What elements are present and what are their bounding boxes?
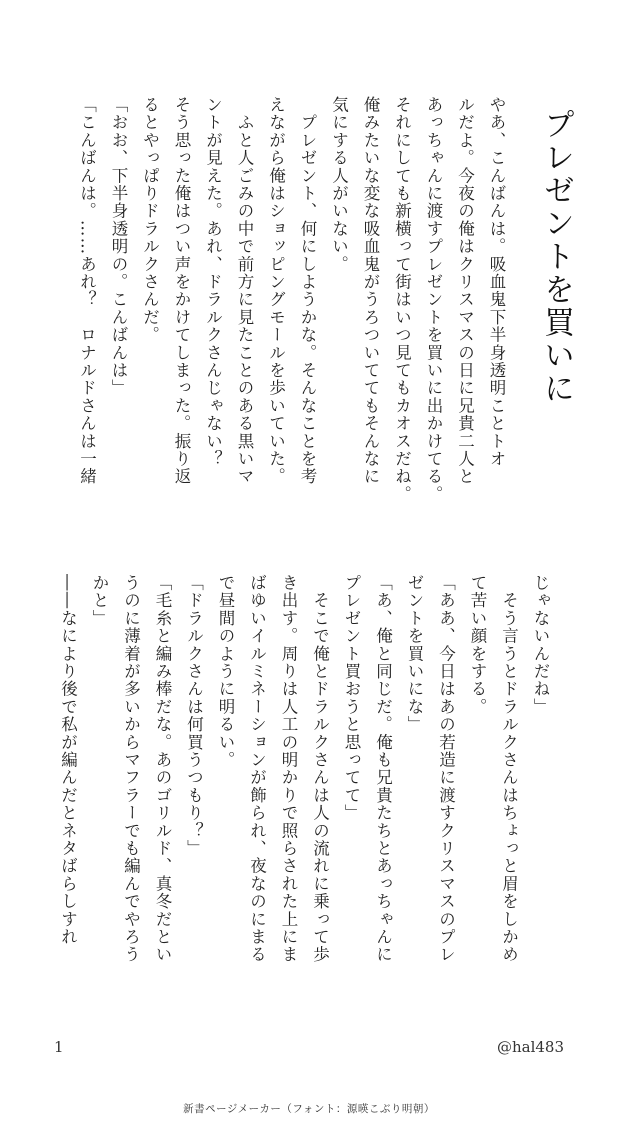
text-line: えながら俺はショッピングモールを歩いていた。 [266,96,286,486]
text-line: で昼間のように明るい。 [216,574,235,769]
text-line: 「毛糸と編み棒だな。あのゴリルド、真冬だとい [153,574,172,964]
text-line: き出す。周りは人工の明かりで照らされた上にま [279,574,298,964]
text-line: 「ああ、今日はあの若造に渡すクリスマスのプレ [436,574,456,964]
text-line: 「こんばんは。……あれ？ ロナルドさんは一緒 [77,96,97,486]
text-line: るとやっぱりドラルクさんだ。 [140,96,160,344]
text-line: ばゆいイルミネーションが飾られ、夜なのにまる [247,574,267,964]
text-line: プレゼント買おうと思ってて」 [342,574,361,822]
text-line: あっちゃんに渡すプレゼントを買いに出かけてる。 [424,96,443,504]
text-line: 気にする人がいない。 [329,96,349,273]
story-title [536,108,576,548]
text-line: 俺みたいな変な吸血鬼がうろついててもそんなに [361,96,380,486]
footer-credit: 新書ページメーカー（フォント：源暎こぶり明朝） [183,1103,435,1115]
text-line: それにしても新横って街はいつ見てもカオスだね。 [392,96,412,504]
text-line: ゼントを買いにな」 [405,574,424,734]
upper-text-block [52,96,512,536]
text-line: ふと人ごみの中で前方に見たことのある黒いマ [235,96,254,486]
text-line: プレゼント、何にしようかな。そんなことを考 [298,96,317,486]
text-line: やあ、こんばんは。吸血鬼下半身透明ことトオ [487,96,506,468]
text-line: うのに薄着が多いからマフラーでも編んでやろう [121,574,141,964]
text-line: そう思った俺はつい声をかけてしまった。振り返 [172,96,191,486]
author-handle: @hal483 [496,1038,564,1056]
text-line: 「あ、俺と同じだ。俺も兄貴たちとあっちゃんに [373,574,393,964]
lower-text-block [36,574,556,1014]
text-line: て苦い顔をする。 [468,574,487,716]
page-number: 1 [54,1038,64,1056]
text-line: そう言うとドラルクさんはちょっと眉をしかめ [499,574,519,964]
text-line: そこで俺とドラルクさんは人の流れに乗って歩 [310,574,330,964]
text-line: ――なにより後で私が編んだとネタばらしすれ [58,574,78,946]
text-line: 「ドラルクさんは何買うつもり？」 [184,574,204,858]
text-line: かと」 [90,574,109,628]
text-line: ントが見えた。あれ、ドラルクさんじゃない？ [203,96,223,468]
story-title-text: プレゼントを買いに [538,108,574,405]
text-line: じゃないんだね」 [531,574,550,716]
text-line: ルだよ。今夜の俺はクリスマスの日に兄貴二人と [455,96,475,486]
text-line: 「おお、下半身透明の。こんばんは」 [109,96,128,397]
